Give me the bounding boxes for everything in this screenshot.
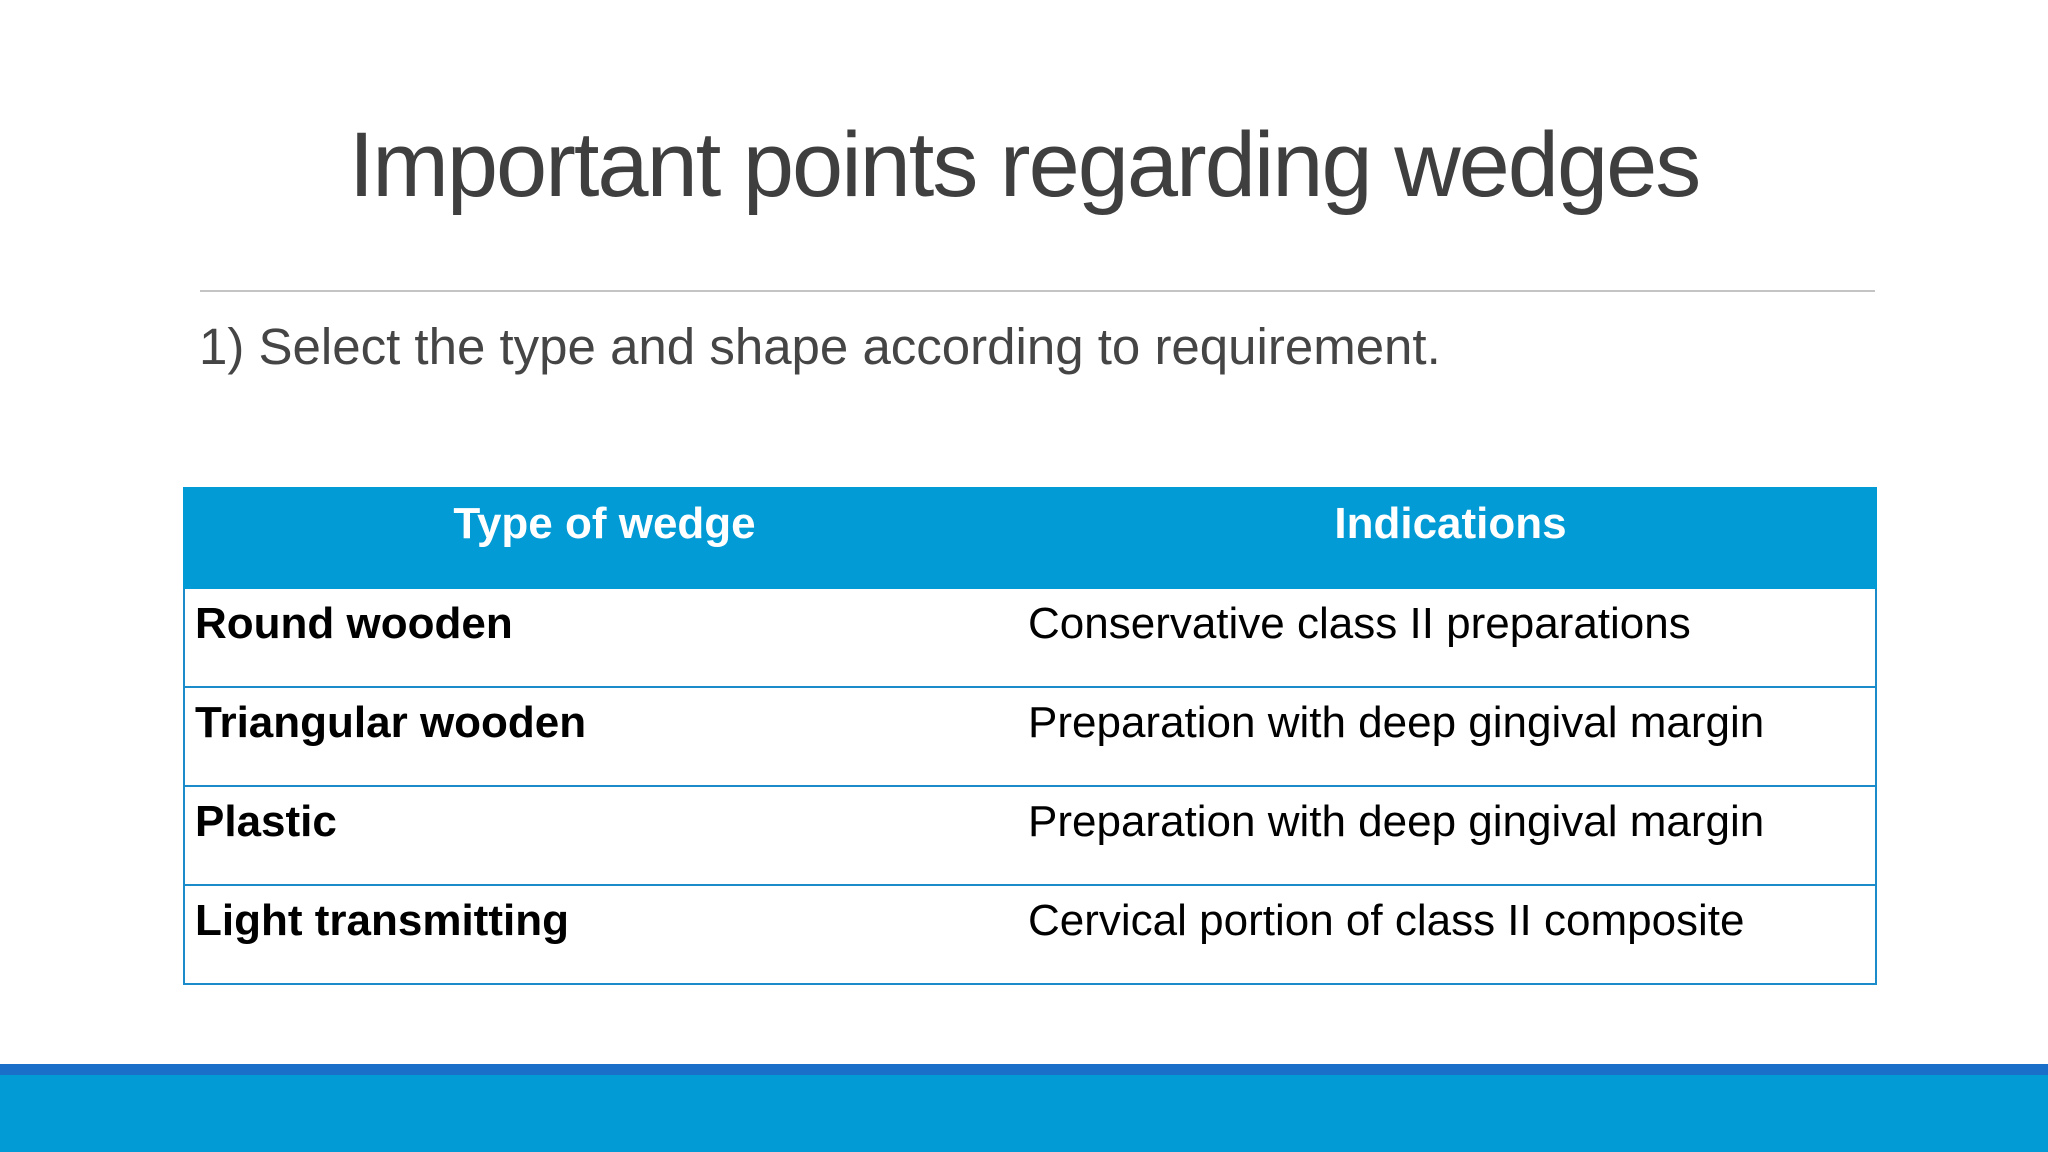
slide-title: Important points regarding wedges <box>348 114 1700 216</box>
header-type-of-wedge: Type of wedge <box>184 488 1025 588</box>
title-divider <box>200 290 1875 292</box>
header-indications: Indications <box>1025 488 1876 588</box>
table-row <box>184 588 1876 687</box>
wedge-table-container <box>183 487 1875 985</box>
wedge-table <box>183 487 1877 985</box>
wedge-type-cell: Light transmitting <box>184 885 1025 984</box>
wedge-type-cell: Round wooden <box>184 588 1025 687</box>
indication-cell: Preparation with deep gingival margin <box>1025 786 1876 885</box>
indication-cell: Cervical portion of class II composite <box>1025 885 1876 984</box>
footer-band <box>0 1075 2048 1152</box>
slide-subtitle: 1) Select the type and shape according to requirement. <box>199 318 1441 375</box>
table-header-row <box>184 488 1876 588</box>
wedge-type-cell: Plastic <box>184 786 1025 885</box>
table-row <box>184 786 1876 885</box>
footer-accent-line <box>0 1064 2048 1075</box>
wedge-type-cell: Triangular wooden <box>184 687 1025 786</box>
indication-cell: Preparation with deep gingival margin <box>1025 687 1876 786</box>
indication-cell: Conservative class II preparations <box>1025 588 1876 687</box>
table-row <box>184 885 1876 984</box>
table-row <box>184 687 1876 786</box>
